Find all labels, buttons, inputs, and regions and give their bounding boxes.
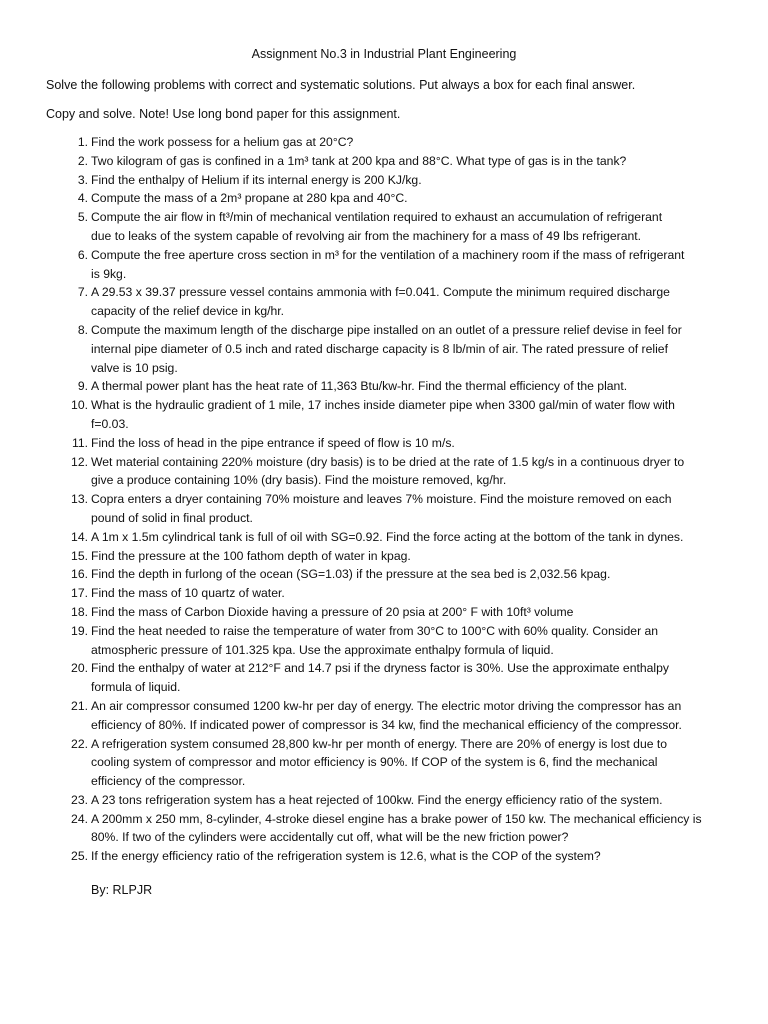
problem-number: 11. — [71, 435, 88, 450]
problem-text-line: A refrigeration system consumed 28,800 kw-hr per month of energy. There are 20% of energy is lost due to — [91, 736, 668, 751]
problem-number: 21. — [71, 698, 88, 713]
instructions-text: Solve the following problems with correct and systematic solutions. Put always a box for each final answer. — [46, 78, 636, 92]
problem-text-line: Find the mass of 10 quartz of water. — [91, 586, 285, 601]
problem-item — [0, 603, 768, 622]
problem-number: 8. — [77, 322, 88, 337]
problem-item — [0, 208, 768, 246]
author-byline: By: RLPJR — [91, 883, 153, 897]
problem-number: 13. — [71, 492, 88, 507]
problem-item — [0, 847, 768, 866]
problem-item — [0, 152, 768, 171]
problem-text-line: atmospheric pressure of 101.325 kpa. Use the approximate enthalpy formula of liquid. — [91, 642, 554, 657]
problem-number: 19. — [71, 623, 88, 638]
problem-text-line: internal pipe diameter of 0.5 inch and rated discharge capacity is 8 lb/min of air. The rated pressure of relief — [91, 341, 668, 356]
problem-item — [0, 584, 768, 603]
problem-text-line: What is the hydraulic gradient of 1 mile, 17 inches inside diameter pipe when 3300 gal/min of water flow with — [91, 398, 675, 413]
problem-text-line: A thermal power plant has the heat rate of 11,363 Btu/kw-hr. Find the thermal efficiency of the plant. — [91, 379, 628, 394]
problem-number: 5. — [77, 210, 88, 225]
problem-item — [0, 547, 768, 566]
problem-number: 25. — [71, 849, 88, 864]
problem-text-line: efficiency of 80%. If indicated power of compressor is 34 kw, find the mechanical efficiency of the compressor. — [91, 717, 682, 732]
problem-text-line: valve is 10 psig. — [91, 360, 178, 375]
problem-text-line: Find the heat needed to raise the temperature of water from 30°C to 100°C with 60% quality. Consider an — [91, 623, 659, 638]
problem-text-line: Compute the mass of a 2m³ propane at 280 kpa and 40°C. — [91, 191, 408, 206]
problem-text-line: Wet material containing 220% moisture (dry basis) is to be dried at the rate of 1.5 kg/s in a continuous dryer to — [91, 454, 685, 469]
problem-text-line: Copra enters a dryer containing 70% moisture and leaves 7% moisture. Find the moisture removed on each — [91, 492, 672, 507]
page-title: Assignment No.3 in Industrial Plant Engineering — [251, 47, 517, 61]
note-text: Copy and solve. Note! Use long bond paper for this assignment. — [46, 107, 401, 121]
problem-text-line: Find the enthalpy of Helium if its internal energy is 200 KJ/kg. — [91, 172, 422, 187]
problem-item — [0, 735, 768, 791]
problem-text-line: Find the depth in furlong of the ocean (SG=1.03) if the pressure at the sea bed is 2,032.56 kpag. — [91, 567, 611, 582]
problem-item — [0, 791, 768, 810]
problem-number: 9. — [77, 379, 88, 394]
problem-text-line: Find the work possess for a helium gas at 20°C? — [91, 135, 354, 149]
problem-number: 20. — [71, 661, 88, 676]
problem-number: 16. — [71, 567, 88, 582]
problem-number: 4. — [77, 191, 88, 206]
problem-text-line: Compute the air flow in ft³/min of mechanical ventilation required to exhaust an accumulation of refrigerant — [91, 210, 663, 225]
problem-number: 2. — [77, 153, 88, 168]
problem-text-line: formula of liquid. — [91, 680, 181, 695]
problem-item — [0, 189, 768, 208]
problem-text-line: efficiency of the compressor. — [91, 774, 246, 789]
problem-text-line: Compute the free aperture cross section in m³ for the ventilation of a machinery room if the mass of refrigerant — [91, 247, 685, 262]
problem-item — [0, 810, 768, 848]
problem-item — [0, 528, 768, 547]
problem-text-line: capacity of the relief device in kg/hr. — [91, 304, 285, 319]
problem-number: 12. — [71, 454, 88, 469]
problem-number: 10. — [71, 398, 88, 413]
problem-text-line: is 9kg. — [91, 266, 127, 281]
problem-number: 7. — [77, 285, 88, 300]
problem-text-line: pound of solid in final product. — [91, 510, 253, 525]
problem-text-line: A 29.53 x 39.37 pressure vessel contains ammonia with f=0.041. Compute the minimum required discharge — [91, 285, 670, 300]
problem-number: 18. — [71, 604, 88, 619]
problem-text-line: Find the loss of head in the pipe entrance if speed of flow is 10 m/s. — [91, 435, 455, 450]
problem-text-line: A 1m x 1.5m cylindrical tank is full of oil with SG=0.92. Find the force acting at the bottom of the tank in dynes. — [91, 529, 684, 544]
problem-item — [0, 283, 768, 321]
problem-item — [0, 490, 768, 528]
problem-text-line: A 23 tons refrigeration system has a heat rejected of 100kw. Find the energy efficiency ratio of the system. — [91, 792, 663, 807]
problem-item — [0, 659, 768, 697]
problem-item — [0, 133, 768, 152]
problem-text-line: A 200mm x 250 mm, 8-cylinder, 4-stroke diesel engine has a brake power of 150 kw. The mechanical efficiency is — [91, 811, 702, 826]
problem-text-line: Compute the maximum length of the discharge pipe installed on an outlet of a pressure relief devise in feel for — [91, 322, 682, 337]
problem-text-line: If the energy efficiency ratio of the refrigeration system is 12.6, what is the COP of the system? — [91, 849, 601, 864]
problem-text-line: give a produce containing 10% (dry basis). Find the moisture removed, kg/hr. — [91, 473, 507, 488]
problem-number: 1. — [77, 135, 88, 149]
problem-item — [0, 396, 768, 434]
problem-text-line: Two kilogram of gas is confined in a 1m³ tank at 200 kpa and 88°C. What type of gas is in the tank? — [91, 153, 627, 168]
problem-item — [0, 321, 768, 377]
problem-item — [0, 453, 768, 491]
problem-text-line: An air compressor consumed 1200 kw-hr per day of energy. The electric motor driving the compressor has an — [91, 698, 682, 713]
problem-item — [0, 622, 768, 660]
problem-item — [0, 171, 768, 190]
problem-item — [0, 246, 768, 284]
problem-number: 14. — [71, 529, 88, 544]
problem-item — [0, 565, 768, 584]
problem-text-line: due to leaks of the system capable of revolving air from the machinery for a mass of 49 lbs refrigerant. — [91, 228, 642, 243]
problem-number: 6. — [77, 247, 88, 262]
problem-item — [0, 377, 768, 396]
problem-number: 15. — [71, 548, 88, 563]
problem-number: 22. — [71, 736, 88, 751]
problem-number: 3. — [77, 172, 88, 187]
problem-text-line: cooling system of compressor and motor efficiency is 90%. If COP of the system is 6, find the mechanical — [91, 755, 658, 770]
problem-text-line: Find the enthalpy of water at 212°F and 14.7 psi if the dryness factor is 30%. Use the approximate enthalpy — [91, 661, 670, 676]
problem-text-line: Find the pressure at the 100 fathom depth of water in kpag. — [91, 548, 411, 563]
problem-text-line: f=0.03. — [91, 416, 129, 431]
problem-text-line: 80%. If two of the cylinders were accidentally cut off, what will be the new friction power? — [91, 830, 569, 845]
problem-list — [0, 133, 768, 866]
problem-number: 23. — [71, 792, 88, 807]
problem-number: 17. — [71, 586, 88, 601]
problem-item — [0, 697, 768, 735]
problem-item — [0, 434, 768, 453]
problem-number: 24. — [71, 811, 88, 826]
problem-text-line: Find the mass of Carbon Dioxide having a pressure of 20 psia at 200° F with 10ft³ volume — [91, 604, 574, 619]
